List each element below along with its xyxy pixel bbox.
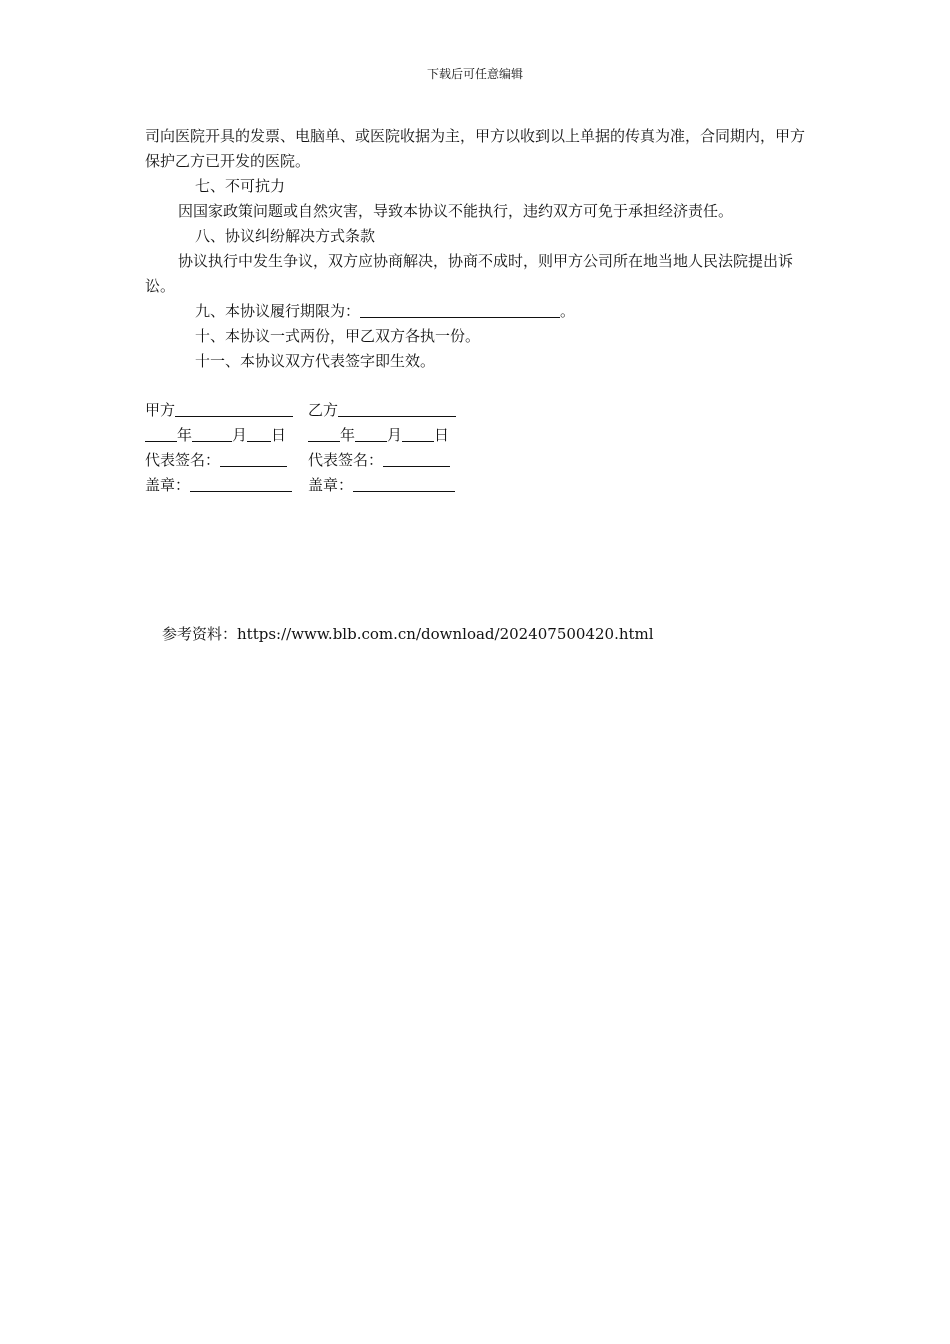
rep-sign-label: 代表签名： bbox=[145, 451, 221, 469]
seal-label: 盖章： bbox=[145, 476, 191, 494]
section-7-title: 七、不可抗力 bbox=[195, 177, 286, 195]
party-b-rep bbox=[308, 448, 450, 473]
section-7-text: 因国家政策问题或自然灾害，导致本协议不能执行，违约双方可免于承担经济责任。 bbox=[178, 202, 734, 220]
party-b-day-blank[interactable] bbox=[402, 425, 434, 442]
party-b-month-blank[interactable] bbox=[355, 425, 387, 442]
party-a-label: 甲方 bbox=[145, 401, 176, 419]
seal-label: 盖章： bbox=[308, 476, 354, 494]
agreement-body bbox=[145, 124, 809, 374]
reference-line bbox=[162, 623, 654, 645]
party-a-seal-blank[interactable] bbox=[190, 475, 292, 492]
month-label: 月 bbox=[387, 426, 403, 444]
term-blank[interactable] bbox=[360, 301, 560, 318]
year-label: 年 bbox=[177, 426, 193, 444]
section-9-end: 。 bbox=[560, 302, 576, 320]
party-b-blank[interactable] bbox=[338, 400, 456, 417]
page-header-note: 下载后可任意编辑 bbox=[426, 67, 523, 81]
party-a-rep-blank[interactable] bbox=[220, 450, 287, 467]
party-a-month-blank[interactable] bbox=[192, 425, 232, 442]
reference-label: 参考资料： bbox=[162, 625, 238, 643]
party-a-day-blank[interactable] bbox=[247, 425, 271, 442]
section-9-term bbox=[145, 299, 809, 324]
day-label: 日 bbox=[271, 426, 287, 444]
section-11: 十一、本协议双方代表签字即生效。 bbox=[195, 352, 436, 370]
section-8-title: 八、协议纠纷解决方式条款 bbox=[195, 227, 376, 245]
party-b-year-blank[interactable] bbox=[308, 425, 340, 442]
party-a-field bbox=[145, 398, 293, 423]
party-a-date bbox=[145, 423, 286, 448]
party-b-date bbox=[308, 423, 449, 448]
party-a-seal bbox=[145, 473, 292, 498]
party-a-blank[interactable] bbox=[175, 400, 293, 417]
section-9-label: 九、本协议履行期限为： bbox=[195, 302, 361, 320]
party-b-seal bbox=[308, 473, 455, 498]
party-b-rep-blank[interactable] bbox=[383, 450, 450, 467]
year-label: 年 bbox=[340, 426, 356, 444]
section-8-text: 协议执行中发生争议，双方应协商解决，协商不成时，则甲方公司所在地当地人民法院提出诉讼。 bbox=[145, 252, 794, 295]
paragraph-continuation: 司向医院开具的发票、电脑单、或医院收据为主，甲方以收到以上单据的传真为准，合同期内，甲方保护乙方已开发的医院。 bbox=[145, 127, 806, 170]
day-label: 日 bbox=[434, 426, 450, 444]
party-b-seal-blank[interactable] bbox=[353, 475, 455, 492]
reference-url[interactable]: https://www.blb.com.cn/download/202407500420.html bbox=[237, 625, 654, 643]
party-a-year-blank[interactable] bbox=[145, 425, 177, 442]
party-b-field bbox=[308, 398, 456, 423]
party-b-label: 乙方 bbox=[308, 401, 339, 419]
month-label: 月 bbox=[232, 426, 248, 444]
rep-sign-label: 代表签名： bbox=[308, 451, 384, 469]
party-a-rep bbox=[145, 448, 287, 473]
section-10: 十、本协议一式两份，甲乙双方各执一份。 bbox=[195, 327, 481, 345]
